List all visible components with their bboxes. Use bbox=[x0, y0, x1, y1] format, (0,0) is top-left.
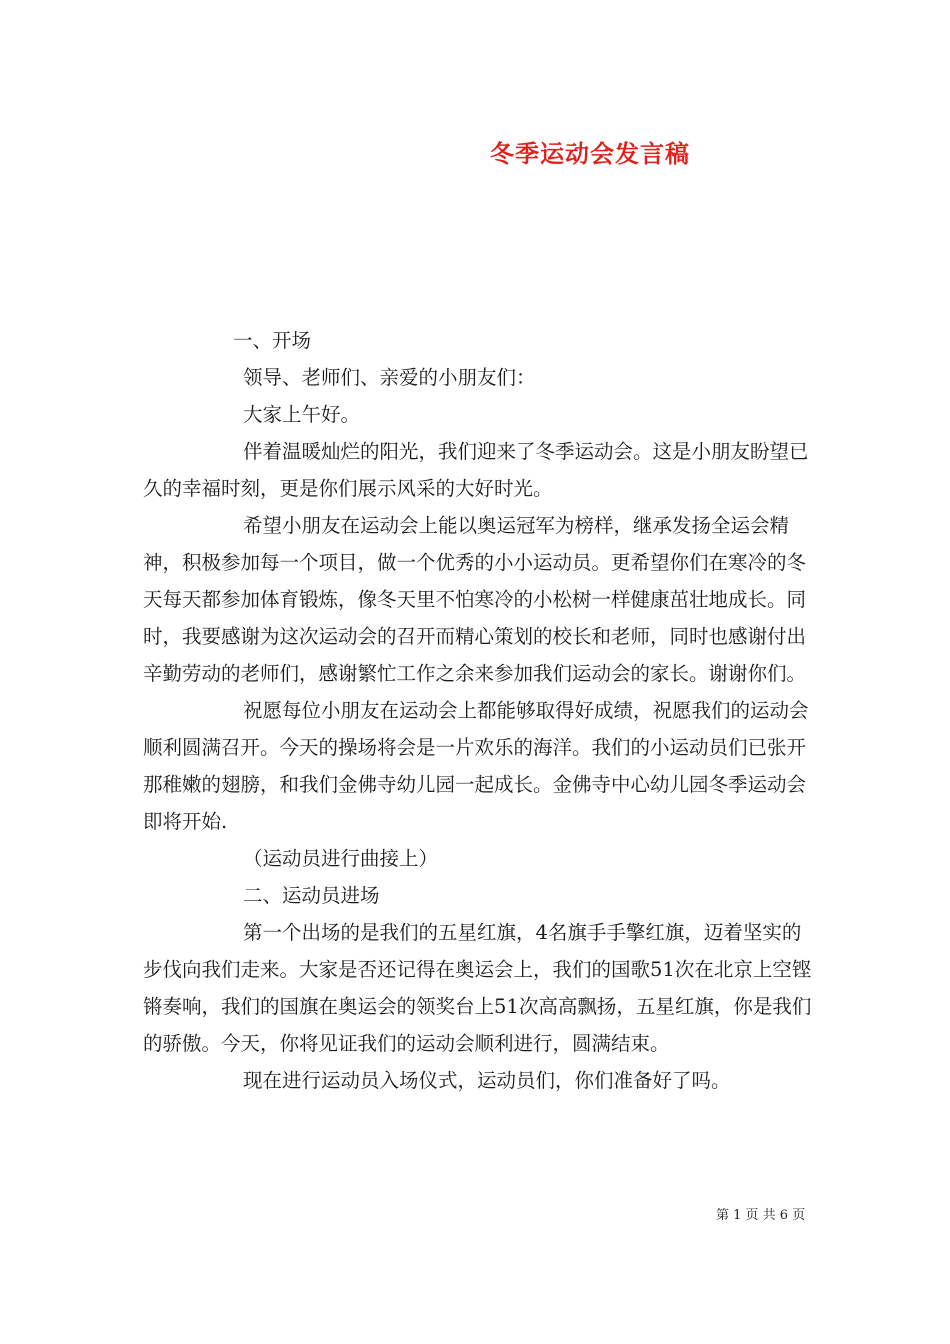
section-heading-entrance: 二、运动员进场 bbox=[243, 884, 380, 907]
document-title: 冬季运动会发言稿 bbox=[490, 139, 690, 168]
page-number-footer: 第 1 页 共 6 页 bbox=[716, 1208, 806, 1223]
greeting-paragraph: 领导、老师们、亲爱的小朋友们： bbox=[243, 366, 536, 389]
hope-paragraph: 希望小朋友在运动会上能以奥运冠军为榜样，继承发扬全运会精神，积极参加每一个项目，做一个优秀的小小运动员。更希望你们在寒冷的冬天每天都参加体育锻炼，像冬天里不怕寒冷的小松树一样健康茁壮地成长。同时，我要感谢为这次运动会的召开而精心策划的校长和老师，同时也感谢付出辛勤劳动的老师们，感谢繁忙工作之余来参加我们运动会的家长。谢谢你们。 bbox=[143, 514, 807, 685]
sunshine-paragraph: 伴着温暖灿烂的阳光，我们迎来了冬季运动会。这是小朋友盼望已久的幸福时刻，更是你们展示风采的大好时光。 bbox=[143, 440, 809, 500]
flag-paragraph: 第一个出场的是我们的五星红旗，4名旗手手擎红旗，迈着坚实的步伐向我们走来。大家是否还记得在奥运会上，我们的国歌51次在北京上空铿锵奏响，我们的国旗在奥运会的领奖台上51次高高飘扬，五星红旗，你是我们的骄傲。今天，你将见证我们的运动会顺利进行，圆满结束。 bbox=[143, 921, 812, 1055]
good-morning-paragraph: 大家上午好。 bbox=[243, 403, 361, 426]
document-body bbox=[143, 322, 815, 1099]
wishes-paragraph: 祝愿每位小朋友在运动会上都能够取得好成绩，祝愿我们的运动会顺利圆满召开。今天的操场将会是一片欢乐的海洋。我们的小运动员们已张开那稚嫩的翅膀，和我们金佛寺幼儿园一起成长。金佛寺中心幼儿园冬季运动会即将开始. bbox=[143, 699, 809, 833]
march-note-paragraph: （运动员进行曲接上） bbox=[243, 847, 439, 870]
ceremony-paragraph: 现在进行运动员入场仪式，运动员们，你们准备好了吗。 bbox=[243, 1069, 731, 1092]
section-heading-opening: 一、开场 bbox=[233, 329, 312, 352]
